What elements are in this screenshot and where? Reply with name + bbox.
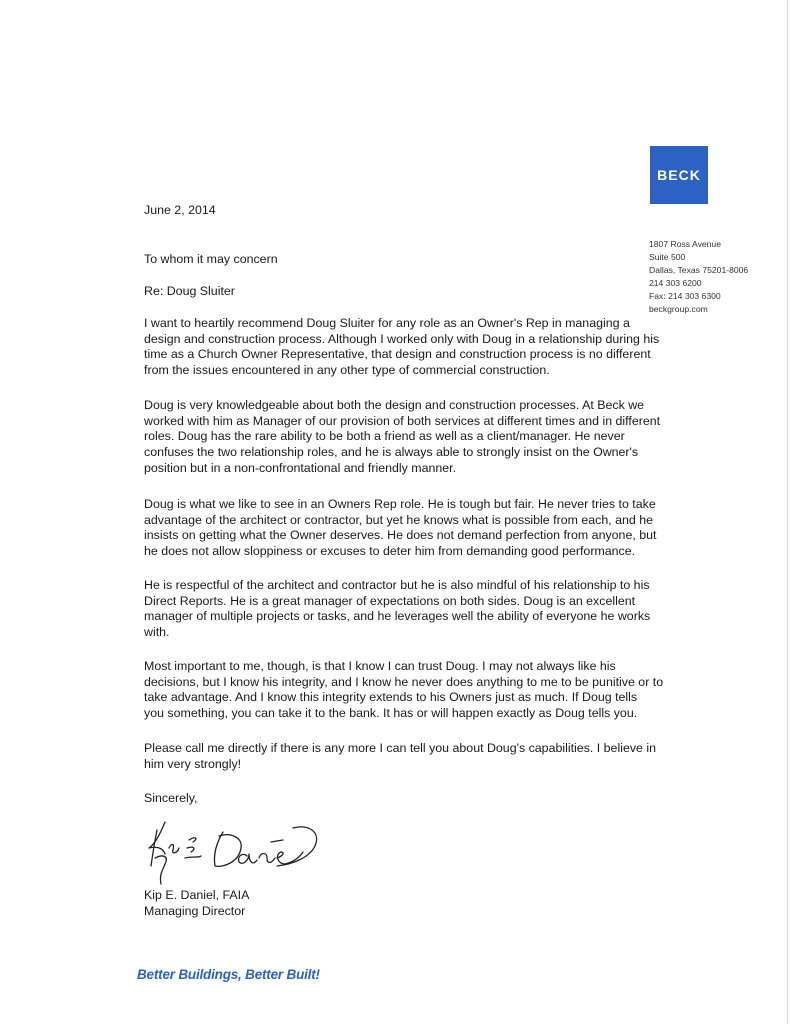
- paragraph-line: Doug is very knowledgeable about both the design and construction processes. At Beck we: [144, 398, 645, 412]
- paragraph-3: [144, 497, 657, 560]
- paragraph-line: him very strongly!: [144, 756, 242, 771]
- paragraph-line: advantage of the architect or contractor, but yet he knows what is possible from each, and he: [144, 512, 653, 527]
- salutation: To whom it may concern: [144, 252, 278, 266]
- address-suite: Suite 500: [649, 251, 686, 262]
- paragraph-6: [144, 741, 657, 772]
- logo-text: BECK: [657, 167, 701, 183]
- paragraph-1: [144, 316, 660, 379]
- address-street: 1807 Ross Avenue: [649, 239, 721, 249]
- paragraph-line: worked with him as Manager of our provision of both services at different times and in different: [144, 413, 661, 428]
- beck-logo: [650, 146, 708, 204]
- paragraph-2: [144, 398, 661, 477]
- paragraph-line: I want to heartily recommend Doug Sluiter for any role as an Owner's Rep in managing a: [144, 316, 630, 330]
- address-website: beckgroup.com: [649, 303, 708, 314]
- paragraph-line: roles. Doug has the rare ability to be both a friend as well as a client/manager. He never: [144, 429, 625, 444]
- closing: Sincerely,: [144, 791, 198, 805]
- paragraph-5: [144, 659, 664, 722]
- letter-date: June 2, 2014: [144, 203, 216, 217]
- paragraph-line: Please call me directly if there is any more I can tell you about Doug's capabilities. I believe in: [144, 741, 657, 755]
- paragraph-line: Direct Reports. He is a great manager of expectations on both sides. Doug is an excellent: [144, 593, 636, 608]
- scan-edge: [787, 0, 788, 1024]
- paragraph-line: position but in a non-confrontational and friendly manner.: [144, 460, 457, 475]
- paragraph-line: from the issues encountered in any other type of commercial construction.: [144, 363, 550, 378]
- paragraph-line: take advantage. And I know this integrity extends to his Owners just as much. If Doug tells: [144, 690, 638, 705]
- handwritten-signature: [143, 818, 333, 888]
- paragraph-line: decisions, but I know his integrity, and I know he never does anything to me to be punitive or to: [144, 674, 664, 689]
- signer-title: Managing Director: [144, 904, 246, 918]
- paragraph-line: He is respectful of the architect and contractor but he is also mindful of his relationship to his: [144, 578, 650, 592]
- address-city: Dallas, Texas 75201-8006: [649, 264, 749, 275]
- paragraph-line: time as a Church Owner Representative, that design and construction process is no different: [144, 347, 651, 362]
- paragraph-line: Doug is what we like to see in an Owners Rep role. He is tough but fair. He never tries to take: [144, 497, 656, 511]
- paragraph-4: [144, 578, 651, 641]
- footer-slogan: Better Buildings, Better Built!: [137, 967, 320, 982]
- paragraph-line: Most important to me, though, is that I know I can trust Doug. I may not always like his: [144, 659, 616, 673]
- address-phone: 214 303 6200: [649, 277, 702, 288]
- paragraph-line: you something, you can take it to the bank. It has or will happen exactly as Doug tells you.: [144, 706, 638, 721]
- paragraph-line: he does not allow sloppiness or excuses to deter him from demanding good performance.: [144, 544, 636, 559]
- address-fax: Fax: 214 303 6300: [649, 290, 721, 301]
- subject-line: Re: Doug Sluiter: [144, 284, 235, 298]
- paragraph-line: with.: [144, 625, 170, 640]
- signer-name: Kip E. Daniel, FAIA: [144, 888, 250, 902]
- letterhead-address: [649, 238, 779, 315]
- paragraph-line: design and construction process. Although I worked only with Doug in a relationship during his: [144, 331, 660, 346]
- paragraph-line: confuses the two relationship roles, and he is always able to strongly insist on the Owner's: [144, 445, 639, 460]
- paragraph-line: insists on getting what the Owner deserves. He does not demand perfection from anyone, but: [144, 528, 657, 543]
- paragraph-line: manager of multiple projects or tasks, and he leverages well the ability of everyone he works: [144, 609, 651, 624]
